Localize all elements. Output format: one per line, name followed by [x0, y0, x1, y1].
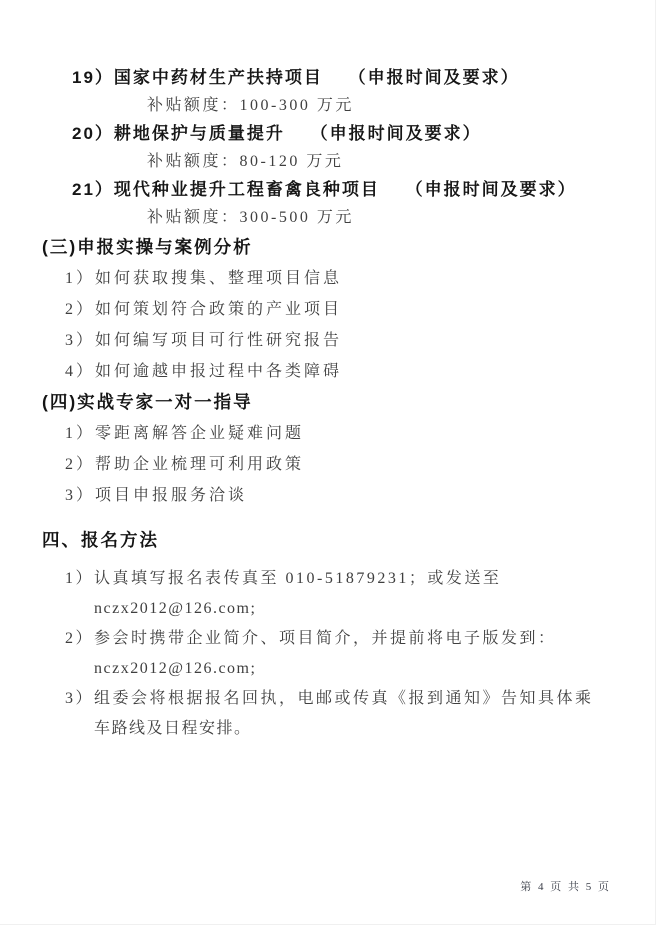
sub-item-3-2: 2）如何策划符合政策的产业项目 — [65, 301, 343, 318]
sub-item-4-1: 1）零距离解答企业疑难问题 — [65, 425, 305, 442]
project-item-20: 20）耕地保护与质量提升 （申报时间及要求） — [72, 124, 482, 143]
registration-email-2: nczx2012@126.com; — [94, 660, 257, 677]
sub-item-4-2: 2）帮助企业梳理可利用政策 — [65, 456, 305, 473]
section-heading-registration: 四、报名方法 — [42, 530, 159, 550]
sub-item-3-4: 4）如何逾越申报过程中各类障碍 — [65, 363, 343, 380]
registration-email-1: nczx2012@126.com; — [94, 600, 257, 617]
sub-item-3-1: 1）如何获取搜集、整理项目信息 — [65, 270, 343, 287]
project-item-19: 19）国家中药材生产扶持项目 （申报时间及要求） — [72, 68, 520, 87]
footer-page-number: 第 4 页 共 5 页 — [520, 881, 611, 893]
registration-step-1: 1）认真填写报名表传真至 010-51879231；或发送至 — [65, 570, 502, 587]
subsidy-amount-20: 补贴额度：80-120 万元 — [147, 153, 344, 170]
sub-item-3-3: 3）如何编写项目可行性研究报告 — [65, 332, 343, 349]
subsidy-amount-19: 补贴额度：100-300 万元 — [147, 97, 354, 114]
registration-step-3: 3）组委会将根据报名回执，电邮或传真《报到通知》告知具体乘 — [65, 690, 594, 707]
section-heading-4: (四)实战专家一对一指导 — [42, 392, 253, 412]
section-heading-3: (三)申报实操与案例分析 — [42, 237, 253, 257]
sub-item-4-3: 3）项目申报服务洽谈 — [65, 487, 248, 504]
project-item-21: 21）现代种业提升工程畜禽良种项目 （申报时间及要求） — [72, 180, 577, 199]
registration-step-2: 2）参会时携带企业简介、项目简介，并提前将电子版发到： — [65, 630, 557, 647]
subsidy-amount-21: 补贴额度：300-500 万元 — [147, 209, 354, 226]
registration-step-3-wrap: 车路线及日程安排。 — [94, 720, 252, 737]
